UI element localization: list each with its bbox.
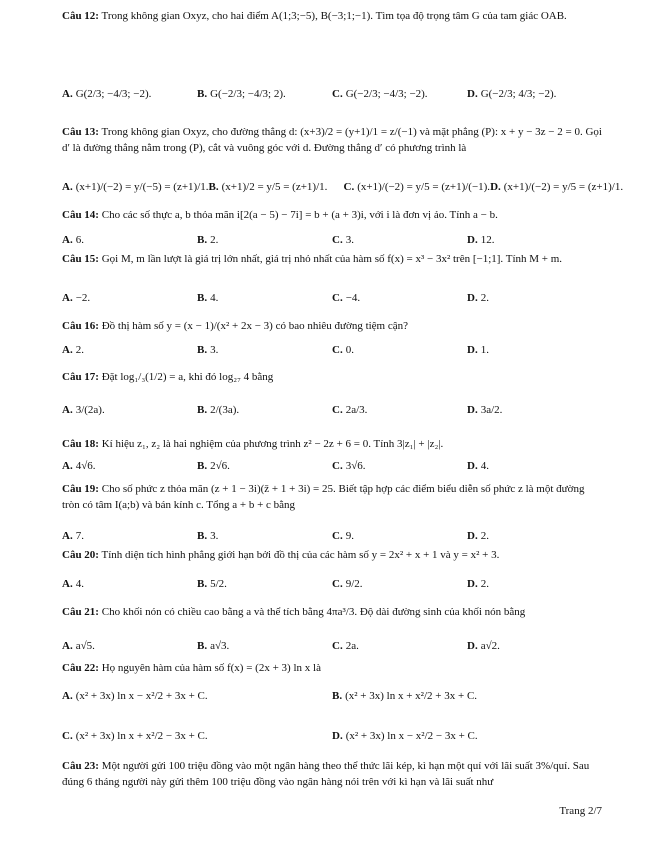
answer-option-d[interactable] xyxy=(467,578,602,590)
answer-option-c[interactable] xyxy=(332,640,467,652)
answer-option-a[interactable] xyxy=(62,404,197,416)
option-value: 2√6. xyxy=(210,460,230,472)
option-letter: D. xyxy=(490,181,501,193)
option-value: G(2/3; −4/3; −2). xyxy=(75,88,152,100)
question-number: Câu 13: xyxy=(62,126,99,138)
option-letter: C. xyxy=(343,181,355,193)
answer-option-a[interactable] xyxy=(62,88,197,100)
question-text: Cho các số thực a, b thỏa mãn i[2(a − 5) − 7i] = b + (a + 3)i, với i là đơn vị ảo. Tính a − b. xyxy=(98,209,498,221)
option-letter: D. xyxy=(467,234,478,246)
answer-option-a[interactable] xyxy=(62,460,197,472)
question-text: Tính diện tích hình phẳng giới hạn bởi đồ thị của các hàm số y = 2x² + x + 1 và y = x² + 3. xyxy=(98,549,500,561)
question-text: Đồ thị hàm số y = (x − 1)/(x² + 2x − 3) có bao nhiêu đường tiệm cận? xyxy=(98,320,409,332)
answer-option-d[interactable] xyxy=(490,181,625,193)
question-number: Câu 18: xyxy=(62,438,99,450)
answer-option-a[interactable] xyxy=(62,690,332,702)
option-value: 3√6. xyxy=(345,460,366,472)
answer-option-d[interactable] xyxy=(467,292,602,304)
answer-option-c[interactable] xyxy=(344,181,491,193)
question-text: Họ nguyên hàm của hàm số f(x) = (2x + 3) ln x là xyxy=(98,662,321,674)
answer-option-b[interactable] xyxy=(197,460,332,472)
answer-option-d[interactable] xyxy=(467,344,602,356)
question-22 xyxy=(62,660,602,676)
answer-option-a[interactable] xyxy=(62,234,197,246)
answer-options xyxy=(62,88,602,100)
option-value: 4. xyxy=(75,578,84,590)
option-letter: C. xyxy=(62,730,73,742)
option-value: 2. xyxy=(480,292,489,304)
answer-options xyxy=(62,640,602,652)
answer-option-a[interactable] xyxy=(62,292,197,304)
question-20 xyxy=(62,547,602,563)
answer-options xyxy=(62,234,602,246)
page-number: Trang 2/7 xyxy=(559,805,602,817)
option-value: 12. xyxy=(480,234,495,246)
option-letter: C. xyxy=(332,404,343,416)
option-value: 4. xyxy=(210,292,219,304)
option-value: 3. xyxy=(345,234,354,246)
answer-option-a[interactable] xyxy=(62,181,209,193)
answer-options xyxy=(62,730,602,742)
option-value: (x+1)/(−2) = y/5 = (z+1)/1. xyxy=(503,181,624,193)
answer-option-c[interactable] xyxy=(332,404,467,416)
option-letter: A. xyxy=(62,88,73,100)
answer-option-d[interactable] xyxy=(467,234,602,246)
question-23 xyxy=(62,758,602,790)
option-letter: A. xyxy=(62,234,73,246)
option-letter: C. xyxy=(332,640,343,652)
option-letter: D. xyxy=(467,292,478,304)
option-value: (x² + 3x) ln x + x²/2 + 3x + C. xyxy=(345,690,478,702)
question-16 xyxy=(62,318,602,334)
option-letter: A. xyxy=(62,344,73,356)
option-letter: A. xyxy=(62,292,73,304)
question-number: Câu 21: xyxy=(62,606,99,618)
option-letter: B. xyxy=(197,404,208,416)
answer-option-d[interactable] xyxy=(467,460,602,472)
option-letter: B. xyxy=(197,460,208,472)
answer-option-b[interactable] xyxy=(209,181,344,193)
option-value: (x+1)/(−2) = y/5 = (z+1)/(−1). xyxy=(357,181,491,193)
question-text: Cho số phức z thỏa mãn (z + 1 − 3i)(z̄ + 1 + 3i) = 25. Biết tập hợp các điểm biểu diễn số phức z là một đường tròn có tâm I(a;b) và bán kính c. Tổng a + b + c bằng xyxy=(62,483,585,511)
option-value: 2a/3. xyxy=(345,404,368,416)
option-value: a√2. xyxy=(480,640,500,652)
option-value: −4. xyxy=(345,292,361,304)
option-value: 3/(2a). xyxy=(75,404,105,416)
option-letter: B. xyxy=(197,88,208,100)
option-value: 9/2. xyxy=(345,578,363,590)
answer-option-c[interactable] xyxy=(332,234,467,246)
option-value: 3a/2. xyxy=(480,404,503,416)
answer-options xyxy=(62,578,602,590)
option-value: a√3. xyxy=(210,640,230,652)
option-letter: B. xyxy=(197,292,208,304)
answer-options xyxy=(62,292,602,304)
answer-options xyxy=(62,344,602,356)
answer-option-b[interactable] xyxy=(197,344,332,356)
answer-option-d[interactable] xyxy=(467,530,602,542)
question-text: Đặt log₁/₃(1/2) = a, khi đó log₂₇ 4 bằng xyxy=(98,371,274,383)
option-value: 2. xyxy=(210,234,219,246)
answer-option-d[interactable] xyxy=(467,88,602,100)
option-value: 5/2. xyxy=(210,578,227,590)
option-letter: A. xyxy=(62,690,73,702)
option-letter: D. xyxy=(467,530,478,542)
option-value: (x² + 3x) ln x − x²/2 − 3x + C. xyxy=(345,730,478,742)
option-letter: B. xyxy=(197,640,208,652)
answer-option-b[interactable] xyxy=(197,530,332,542)
answer-option-a[interactable] xyxy=(62,640,197,652)
answer-option-c[interactable] xyxy=(332,460,467,472)
answer-option-b[interactable] xyxy=(197,234,332,246)
question-number: Câu 22: xyxy=(62,662,99,674)
option-letter: B. xyxy=(197,578,208,590)
answer-option-b[interactable] xyxy=(332,690,602,702)
option-value: 4√6. xyxy=(75,460,96,472)
answer-option-c[interactable] xyxy=(332,88,467,100)
option-letter: B. xyxy=(197,234,208,246)
option-letter: D. xyxy=(467,640,478,652)
option-letter: D. xyxy=(467,88,478,100)
option-letter: A. xyxy=(62,404,73,416)
question-text: Trong không gian Oxyz, cho đường thẳng d: (x+3)/2 = (y+1)/1 = z/(−1) và mặt phẳng (P): x + y − 3z − 2 = 0. Gọi d′ là đường thẳng nằm trong (P), cắt và vuông góc với d. Đường thẳng d′ có phương trình là xyxy=(62,126,602,154)
option-letter: C. xyxy=(332,344,343,356)
option-value: 2. xyxy=(480,578,489,590)
question-18 xyxy=(62,436,602,452)
option-value: (x+1)/(−2) = y/(−5) = (z+1)/1. xyxy=(75,181,209,193)
option-letter: D. xyxy=(467,460,478,472)
question-21 xyxy=(62,604,602,620)
option-letter: A. xyxy=(62,460,73,472)
answer-option-c[interactable] xyxy=(332,530,467,542)
option-value: 0. xyxy=(345,344,354,356)
question-number: Câu 23: xyxy=(62,760,99,772)
option-value: 2. xyxy=(480,530,489,542)
option-value: 2. xyxy=(75,344,84,356)
option-letter: C. xyxy=(332,578,343,590)
question-number: Câu 12: xyxy=(62,10,99,22)
question-12 xyxy=(62,8,602,24)
question-19 xyxy=(62,481,602,513)
option-letter: A. xyxy=(62,640,73,652)
option-letter: C. xyxy=(332,530,343,542)
answer-options xyxy=(62,690,602,702)
option-letter: B. xyxy=(332,690,343,702)
option-value: 2/(3a). xyxy=(210,404,240,416)
option-value: 3. xyxy=(210,344,219,356)
option-letter: B. xyxy=(208,181,219,193)
option-letter: C. xyxy=(332,234,343,246)
option-value: G(−2/3; −4/3; 2). xyxy=(210,88,286,100)
question-text: Trong không gian Oxyz, cho hai điểm A(1;3;−5), B(−3;1;−1). Tìm tọa độ trọng tâm G của tam giác OAB. xyxy=(98,10,567,22)
answer-option-d[interactable] xyxy=(332,730,602,742)
option-letter: C. xyxy=(332,460,343,472)
option-letter: A. xyxy=(62,530,73,542)
option-letter: A. xyxy=(62,578,73,590)
answer-option-b[interactable] xyxy=(197,404,332,416)
question-number: Câu 19: xyxy=(62,483,99,495)
answer-option-a[interactable] xyxy=(62,344,197,356)
question-15 xyxy=(62,251,602,267)
option-letter: D. xyxy=(332,730,343,742)
question-number: Câu 15: xyxy=(62,253,99,265)
answer-options xyxy=(62,404,602,416)
option-letter: B. xyxy=(197,344,208,356)
answer-option-b[interactable] xyxy=(197,640,332,652)
option-value: 7. xyxy=(75,530,84,542)
question-13 xyxy=(62,124,602,156)
answer-option-c[interactable] xyxy=(332,578,467,590)
option-value: G(−2/3; −4/3; −2). xyxy=(345,88,428,100)
question-number: Câu 16: xyxy=(62,320,99,332)
question-number: Câu 17: xyxy=(62,371,99,383)
answer-option-c[interactable] xyxy=(332,292,467,304)
option-value: (x² + 3x) ln x − x²/2 + 3x + C. xyxy=(75,690,208,702)
option-value: 4. xyxy=(480,460,489,472)
option-letter: C. xyxy=(332,88,343,100)
question-14 xyxy=(62,207,602,223)
answer-options xyxy=(62,460,602,472)
option-value: 9. xyxy=(345,530,354,542)
question-17 xyxy=(62,369,602,385)
option-value: (x+1)/2 = y/5 = (z+1)/1. xyxy=(221,181,328,193)
option-letter: D. xyxy=(467,344,478,356)
option-value: (x² + 3x) ln x + x²/2 − 3x + C. xyxy=(75,730,208,742)
answer-options xyxy=(62,181,624,193)
answer-option-c[interactable] xyxy=(62,730,332,742)
answer-option-b[interactable] xyxy=(197,88,332,100)
answer-option-b[interactable] xyxy=(197,578,332,590)
option-value: 3. xyxy=(210,530,219,542)
question-text: Cho khối nón có chiều cao bằng a và thể tích bằng 4πa³/3. Độ dài đường sinh của khối nón bằng xyxy=(98,606,526,618)
question-text: Gọi M, m lần lượt là giá trị lớn nhất, giá trị nhỏ nhất của hàm số f(x) = x³ − 3x² trên [−1;1]. Tính M + m. xyxy=(98,253,563,265)
option-value: 1. xyxy=(480,344,489,356)
option-letter: A. xyxy=(62,181,73,193)
answer-option-d[interactable] xyxy=(467,404,602,416)
question-text: Một người gửi 100 triệu đồng vào một ngân hàng theo thể thức lãi kép, kì hạn một quí với lãi suất 3%/quí. Sau đúng 6 tháng người này gửi thêm 100 triệu đồng vào ngân hàng nói trên với kì hạn và lãi suất như xyxy=(62,760,590,788)
answer-option-a[interactable] xyxy=(62,578,197,590)
option-value: 2a. xyxy=(345,640,359,652)
option-value: 6. xyxy=(75,234,84,246)
answer-option-a[interactable] xyxy=(62,530,197,542)
option-letter: B. xyxy=(197,530,208,542)
question-number: Câu 14: xyxy=(62,209,99,221)
option-letter: D. xyxy=(467,404,478,416)
option-value: −2. xyxy=(75,292,91,304)
answer-option-c[interactable] xyxy=(332,344,467,356)
option-value: G(−2/3; 4/3; −2). xyxy=(480,88,557,100)
option-letter: C. xyxy=(332,292,343,304)
answer-option-b[interactable] xyxy=(197,292,332,304)
question-number: Câu 20: xyxy=(62,549,99,561)
option-letter: D. xyxy=(467,578,478,590)
answer-options xyxy=(62,530,602,542)
question-text: Kí hiệu z₁, z₂ là hai nghiệm của phương trình z² − 2z + 6 = 0. Tính 3|z₁| + |z₂|. xyxy=(98,438,444,450)
answer-option-d[interactable] xyxy=(467,640,602,652)
option-value: a√5. xyxy=(75,640,95,652)
